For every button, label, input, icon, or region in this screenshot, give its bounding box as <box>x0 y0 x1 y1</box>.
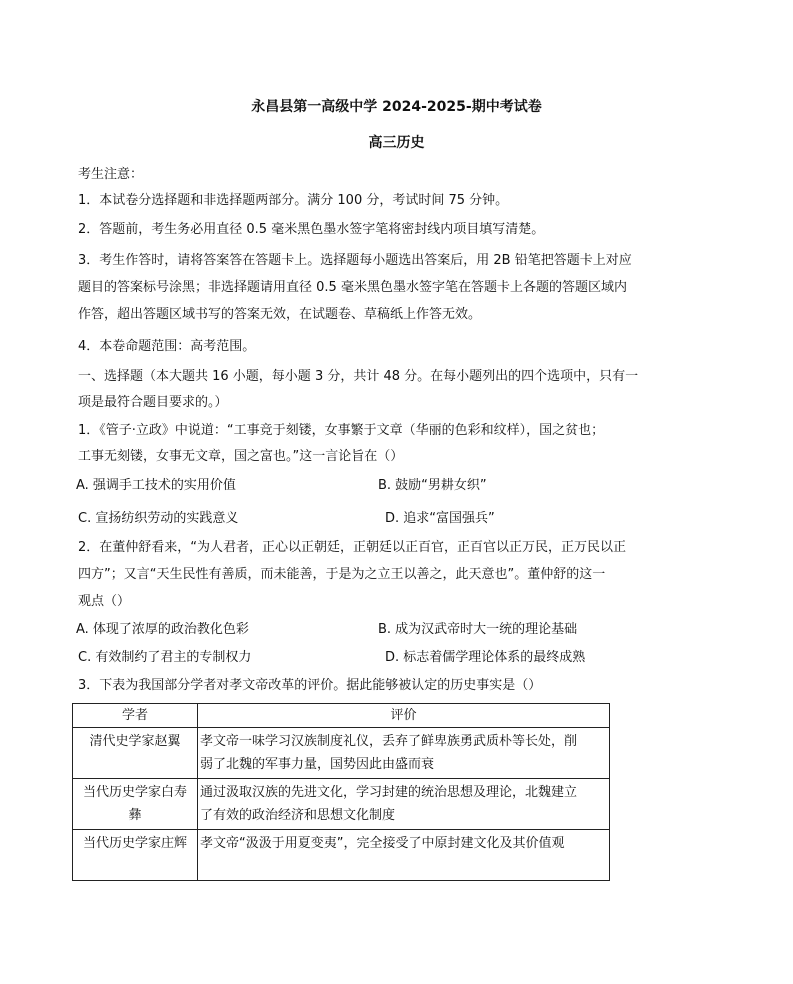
comment-line: 了有效的政治经济和思想文化制度 <box>200 808 396 823</box>
table-cell-scholar: 清代史学家赵翼 <box>73 728 198 779</box>
notice-item: 题目的答案标号涂黑；非选择题请用直径 0.5 毫米黑色墨水签字笔在答题卡上各题的答题区域内 <box>78 280 627 295</box>
q2-option-d: D. 标志着儒学理论体系的最终成熟 <box>385 650 586 665</box>
notice-item: 作答，超出答题区域书写的答案无效，在试题卷、草稿纸上作答无效。 <box>78 307 482 322</box>
comment-line: 孝文帝一味学习汉族制度礼仪，丢弃了鲜卑族勇武质朴等长处，削 <box>200 734 578 749</box>
table-header-scholar: 学者 <box>73 704 198 728</box>
notice-item: 1．本试卷分选择题和非选择题两部分。满分 100 分，考试时间 75 分钟。 <box>78 193 509 208</box>
q2-option-a: A. 体现了浓厚的政治教化色彩 <box>76 622 249 637</box>
table-cell-scholar: 当代历史学家庄辉 <box>73 830 198 881</box>
q1-option-a: A. 强调手工技术的实用价值 <box>76 478 236 493</box>
question-3-stem: 3．下表为我国部分学者对孝文帝改革的评价。据此能够被认定的历史事实是（） <box>78 678 542 693</box>
q2-option-b: B. 成为汉武帝时大一统的理论基础 <box>378 622 578 637</box>
table-row <box>73 728 610 779</box>
table-header-comment: 评价 <box>198 704 610 728</box>
table-cell-comment <box>198 728 610 779</box>
scholar-line: 彝 <box>128 808 142 823</box>
table-cell-comment <box>198 830 610 881</box>
section-intro: 一、选择题（本大题共 16 小题，每小题 3 分，共计 48 分。在每小题列出的四个选项中，只有一 <box>78 369 639 384</box>
notice-item: 2．答题前，考生务必用直径 0.5 毫米黑色墨水签字笔将密封线内项目填写清楚。 <box>78 222 545 237</box>
table-cell-scholar <box>73 779 198 830</box>
table-cell-comment <box>198 779 610 830</box>
q1-option-c: C. 宣扬纺织劳动的实践意义 <box>78 511 239 526</box>
evaluation-table <box>72 703 610 881</box>
q1-option-b: B. 鼓励“男耕女织” <box>378 478 487 493</box>
comment-line: 弱了北魏的军事力量，国势因此由盛而衰 <box>200 757 435 772</box>
question-1-stem: 工事无刻镂，女事无文章，国之富也。”这一言论旨在（） <box>78 449 404 464</box>
notice-item: 3．考生作答时，请将答案答在答题卡上。选择题每小题选出答案后，用 2B 铅笔把答题卡上对应 <box>78 253 632 268</box>
question-2-stem: 四方”；又言“天生民性有善质，而未能善，于是为之立王以善之，此天意也”。董仲舒的这一 <box>78 567 606 582</box>
table-row <box>73 779 610 830</box>
scholar-line: 当代历史学家白寿 <box>82 785 187 800</box>
notice-item: 4．本卷命题范围：高考范围。 <box>78 339 256 354</box>
question-2-stem: 2．在董仲舒看来，“为人君者，正心以正朝廷，正朝廷以正百官，正百官以正万民，正万民以正 <box>78 540 627 555</box>
table-header-row <box>73 704 610 728</box>
exam-title: 永昌县第一高级中学 2024-2025-期中考试卷 <box>251 99 542 115</box>
exam-subject: 高三历史 <box>368 135 425 151</box>
q2-option-c: C. 有效制约了君主的专制权力 <box>78 650 252 665</box>
section-intro: 项是最符合题目要求的。） <box>78 395 228 410</box>
question-2-stem: 观点（） <box>78 594 131 609</box>
table-row <box>73 830 610 881</box>
comment-line: 通过汲取汉族的先进文化，学习封建的统治思想及理论，北魏建立 <box>200 785 578 800</box>
q1-option-d: D. 追求“富国强兵” <box>385 511 495 526</box>
comment-line: 孝文帝“汲汲于用夏变夷”，完全接受了中原封建文化及其价值观 <box>200 836 565 851</box>
notice-heading: 考生注意： <box>78 167 144 182</box>
question-1-stem: 1．《管子·立政》中说道：“工事竞于刻镂，女事繁于文章（华丽的色彩和纹样），国之贫也； <box>78 423 605 438</box>
